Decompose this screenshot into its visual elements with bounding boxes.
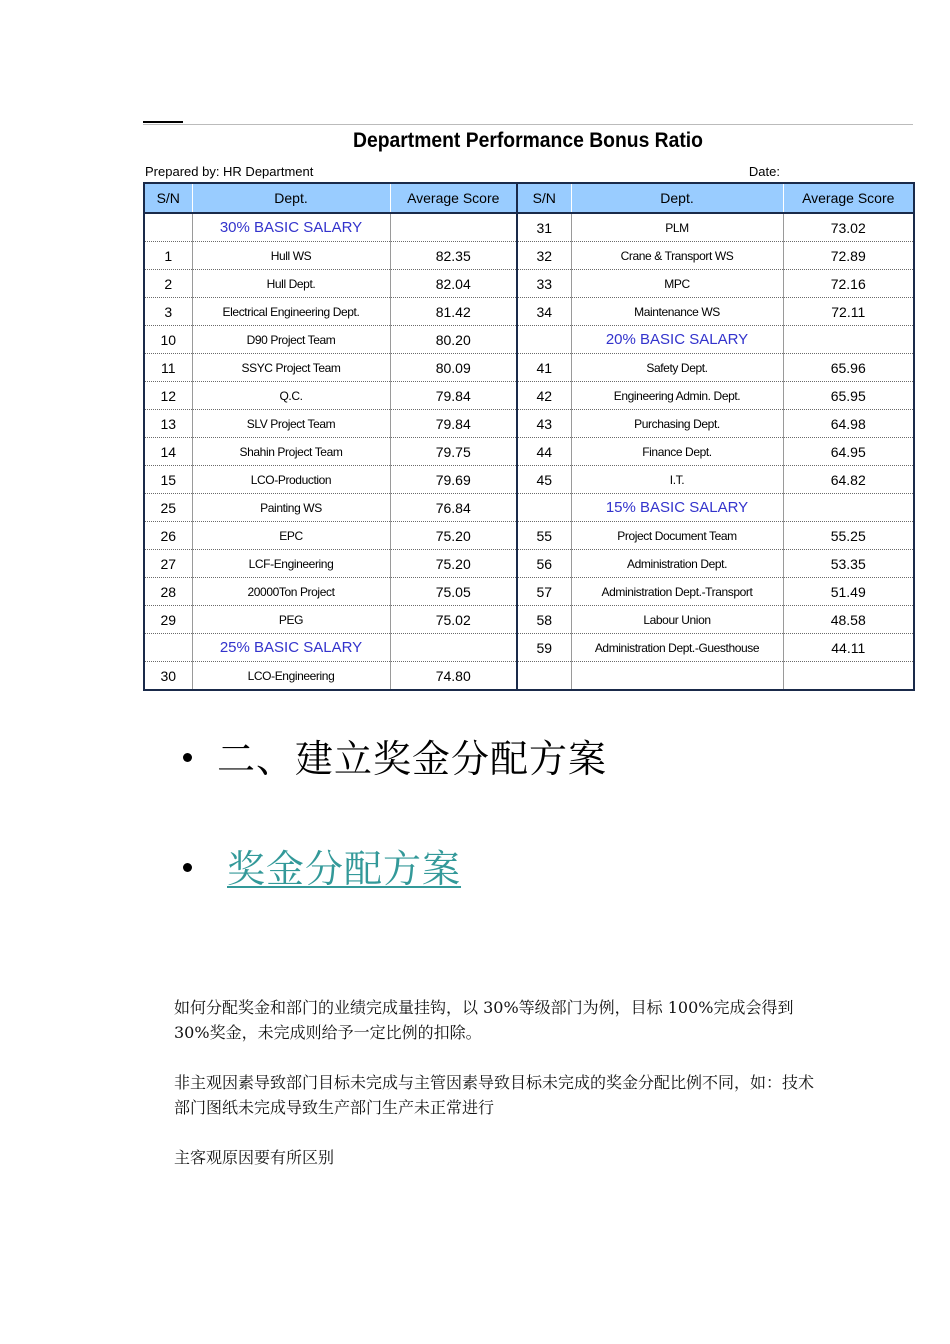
score-cell: 65.95	[783, 382, 914, 410]
column-header: Average Score	[390, 183, 517, 213]
sn-cell: 56	[517, 550, 571, 578]
sn-cell: 29	[144, 606, 192, 634]
column-header: Dept.	[192, 183, 390, 213]
dept-cell: Electrical Engineering Dept.	[192, 298, 390, 326]
sn-cell: 32	[517, 242, 571, 270]
sn-cell: 30	[144, 662, 192, 691]
dept-cell: Hull WS	[192, 242, 390, 270]
table-row	[144, 298, 914, 326]
score-cell: 82.35	[390, 242, 517, 270]
bullet-dot	[183, 753, 192, 762]
score-cell: 64.82	[783, 466, 914, 494]
dept-cell: D90 Project Team	[192, 326, 390, 354]
dept-cell: 20000Ton Project	[192, 578, 390, 606]
sn-cell: 13	[144, 410, 192, 438]
dept-cell: SSYC Project Team	[192, 354, 390, 382]
column-header: S/N	[517, 183, 571, 213]
sn-cell: 27	[144, 550, 192, 578]
table-row	[144, 634, 914, 662]
sn-cell: 34	[517, 298, 571, 326]
dept-cell: PLM	[571, 213, 783, 242]
sn-cell	[144, 634, 192, 662]
score-cell: 48.58	[783, 606, 914, 634]
score-cell: 44.11	[783, 634, 914, 662]
sn-cell: 28	[144, 578, 192, 606]
score-cell: 55.25	[783, 522, 914, 550]
score-cell: 79.69	[390, 466, 517, 494]
sn-cell	[144, 213, 192, 242]
salary-band-label: 20% BASIC SALARY	[571, 326, 783, 354]
sn-cell	[517, 326, 571, 354]
dept-cell: Administration Dept.-Guesthouse	[571, 634, 783, 662]
sn-cell: 45	[517, 466, 571, 494]
score-cell: 72.89	[783, 242, 914, 270]
dept-cell: Maintenance WS	[571, 298, 783, 326]
table-row	[144, 410, 914, 438]
sn-cell: 31	[517, 213, 571, 242]
score-cell: 51.49	[783, 578, 914, 606]
table-header-row	[144, 183, 914, 213]
table-row	[144, 270, 914, 298]
table-row	[144, 382, 914, 410]
table-row	[144, 213, 914, 242]
sn-cell: 43	[517, 410, 571, 438]
table-row	[144, 354, 914, 382]
score-cell: 65.96	[783, 354, 914, 382]
sn-cell: 1	[144, 242, 192, 270]
dept-cell: LCF-Engineering	[192, 550, 390, 578]
sn-cell: 57	[517, 578, 571, 606]
section-heading-text: 二、建立奖金分配方案	[217, 737, 608, 781]
date-label: Date:	[748, 164, 780, 179]
score-cell: 74.80	[390, 662, 517, 691]
table-row	[144, 606, 914, 634]
dept-cell: SLV Project Team	[192, 410, 390, 438]
score-cell: 75.20	[390, 550, 517, 578]
sn-cell	[517, 494, 571, 522]
score-cell: 76.84	[390, 494, 517, 522]
table-row	[144, 550, 914, 578]
sn-cell: 14	[144, 438, 192, 466]
sn-cell: 15	[144, 466, 192, 494]
dept-cell: Finance Dept.	[571, 438, 783, 466]
dept-cell	[571, 662, 783, 691]
prepared-by-label: Prepared by: HR Department	[145, 164, 314, 179]
sn-cell: 12	[144, 382, 192, 410]
score-cell: 64.98	[783, 410, 914, 438]
table-row	[144, 578, 914, 606]
sn-cell: 11	[144, 354, 192, 382]
sn-cell: 41	[517, 354, 571, 382]
table-row	[144, 494, 914, 522]
dept-cell: PEG	[192, 606, 390, 634]
sheet-meta-row	[143, 160, 913, 182]
table-row	[144, 242, 914, 270]
score-cell: 79.75	[390, 438, 517, 466]
score-cell	[783, 326, 914, 354]
sn-cell: 3	[144, 298, 192, 326]
paragraph-1: 如何分配奖金和部门的业绩完成量挂钩，以 30%等级部门为例，目标 100%完成会得到 30%奖金，未完成则给予一定比例的扣除。	[174, 998, 794, 1042]
table-row	[144, 466, 914, 494]
sn-cell: 58	[517, 606, 571, 634]
table-body	[144, 213, 914, 690]
sn-cell: 33	[517, 270, 571, 298]
score-cell: 82.04	[390, 270, 517, 298]
column-header: Average Score	[783, 183, 914, 213]
sn-cell: 10	[144, 326, 192, 354]
score-cell: 79.84	[390, 382, 517, 410]
sn-cell: 44	[517, 438, 571, 466]
sn-cell: 26	[144, 522, 192, 550]
score-cell	[390, 213, 517, 242]
salary-band-label: 25% BASIC SALARY	[192, 634, 390, 662]
score-cell	[783, 494, 914, 522]
dept-cell: Engineering Admin. Dept.	[571, 382, 783, 410]
score-cell: 53.35	[783, 550, 914, 578]
bonus-ratio-table	[143, 182, 915, 691]
table-row	[144, 662, 914, 691]
score-cell: 80.09	[390, 354, 517, 382]
score-cell: 79.84	[390, 410, 517, 438]
score-cell: 64.95	[783, 438, 914, 466]
table-row	[144, 522, 914, 550]
score-cell: 80.20	[390, 326, 517, 354]
dept-cell: Safety Dept.	[571, 354, 783, 382]
dept-cell: Administration Dept.-Transport	[571, 578, 783, 606]
dept-cell: Labour Union	[571, 606, 783, 634]
dept-cell: Project Document Team	[571, 522, 783, 550]
score-cell: 73.02	[783, 213, 914, 242]
score-cell: 72.11	[783, 298, 914, 326]
sn-cell	[517, 662, 571, 691]
sheet-title: Department Performance Bonus Ratio	[352, 129, 703, 152]
score-cell: 75.02	[390, 606, 517, 634]
sn-cell: 2	[144, 270, 192, 298]
dept-cell: Purchasing Dept.	[571, 410, 783, 438]
score-cell: 75.20	[390, 522, 517, 550]
salary-band-label: 30% BASIC SALARY	[192, 213, 390, 242]
dept-cell: Q.C.	[192, 382, 390, 410]
dept-cell: LCO-Production	[192, 466, 390, 494]
dept-cell: LCO-Engineering	[192, 662, 390, 691]
table-row	[144, 438, 914, 466]
dept-cell: Crane & Transport WS	[571, 242, 783, 270]
dept-cell: Administration Dept.	[571, 550, 783, 578]
bullet-dot	[183, 863, 192, 872]
salary-band-label: 15% BASIC SALARY	[571, 494, 783, 522]
dept-cell: Painting WS	[192, 494, 390, 522]
bonus-ratio-sheet	[143, 124, 913, 685]
score-cell: 75.05	[390, 578, 517, 606]
score-cell: 72.16	[783, 270, 914, 298]
score-cell	[390, 634, 517, 662]
score-cell: 81.42	[390, 298, 517, 326]
dept-cell: MPC	[571, 270, 783, 298]
bonus-plan-link[interactable]: 奖金分配方案	[227, 847, 462, 891]
sheet-corner-mark	[143, 121, 183, 123]
dept-cell: Hull Dept.	[192, 270, 390, 298]
sn-cell: 55	[517, 522, 571, 550]
sn-cell: 59	[517, 634, 571, 662]
paragraph-2: 非主观因素导致部门目标未完成与主管因素导致目标未完成的奖金分配比例不同，如：技术部门图纸未完成导致生产部门生产未正常进行	[174, 1073, 815, 1117]
dept-cell: I.T.	[571, 466, 783, 494]
sn-cell: 25	[144, 494, 192, 522]
column-header: Dept.	[571, 183, 783, 213]
paragraph-3: 主客观原因要有所区别	[174, 1148, 335, 1167]
sn-cell: 42	[517, 382, 571, 410]
dept-cell: EPC	[192, 522, 390, 550]
column-header: S/N	[144, 183, 192, 213]
dept-cell: Shahin Project Team	[192, 438, 390, 466]
table-row	[144, 326, 914, 354]
score-cell	[783, 662, 914, 691]
